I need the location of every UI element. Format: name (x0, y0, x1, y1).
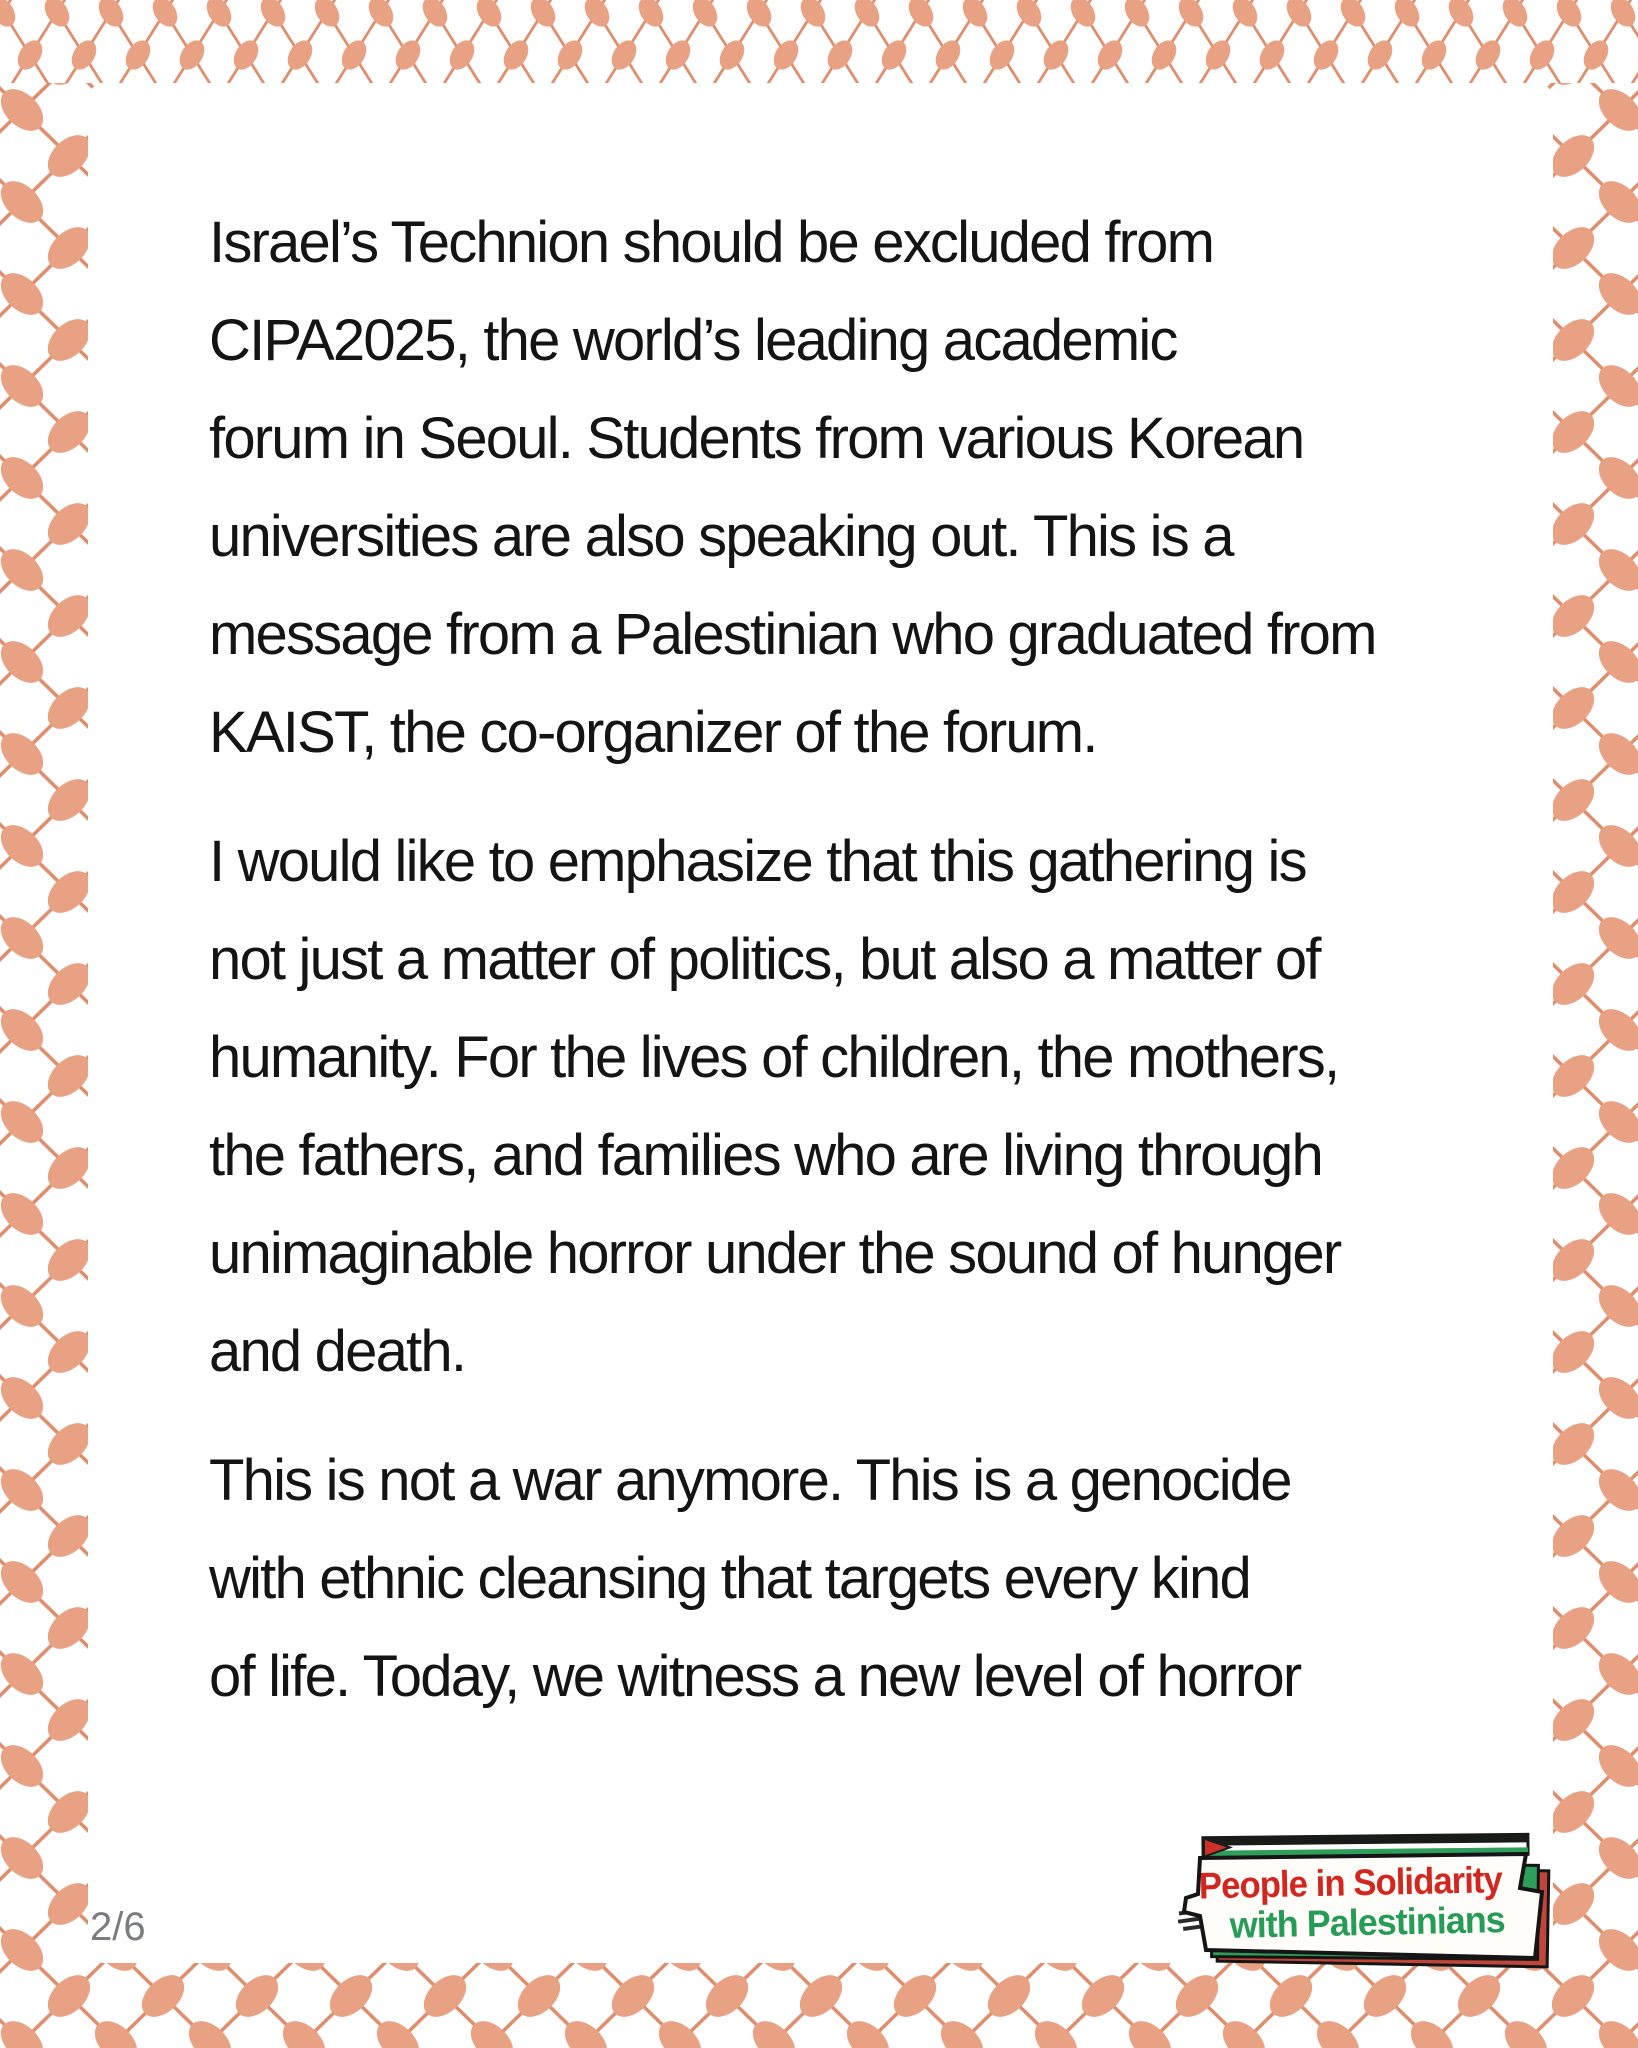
text-line: and death. (209, 1319, 466, 1384)
text-line: Israel’s Technion should be excluded from (209, 210, 1214, 275)
paragraph (209, 813, 1513, 1401)
paragraph (209, 1432, 1513, 1726)
text-line: not just a matter of politics, but also a matter of (209, 927, 1320, 992)
text-line: This is not a war anymore. This is a genocide (209, 1448, 1291, 1513)
text-line: universities are also speaking out. This is a (209, 504, 1233, 569)
text-line: message from a Palestinian who graduated from (209, 602, 1376, 667)
solidarity-badge (1170, 1832, 1562, 1974)
text-line: KAIST, the co-organizer of the forum. (209, 700, 1097, 765)
text-line: unimaginable horror under the sound of hunger (209, 1221, 1341, 1286)
text-line: the fathers, and families who are living through (209, 1123, 1322, 1188)
text-line: I would like to emphasize that this gathering is (209, 829, 1306, 894)
text-line: of life. Today, we witness a new level of horror (209, 1644, 1301, 1709)
text-line: forum in Seoul. Students from various Korean (209, 406, 1304, 471)
content-panel (88, 83, 1553, 1963)
text-line: with ethnic cleansing that targets every kind (209, 1546, 1250, 1611)
text-line: CIPA2025, the world’s leading academic (209, 308, 1177, 373)
page-indicator: 2/6 (90, 1905, 146, 1949)
text-line: humanity. For the lives of children, the mothers, (209, 1025, 1339, 1090)
badge-line-1: People in Solidarity (1198, 1858, 1523, 1907)
badge-line-2: with Palestinians (1229, 1898, 1514, 1946)
paragraph (209, 194, 1513, 782)
message-text (209, 194, 1513, 1757)
